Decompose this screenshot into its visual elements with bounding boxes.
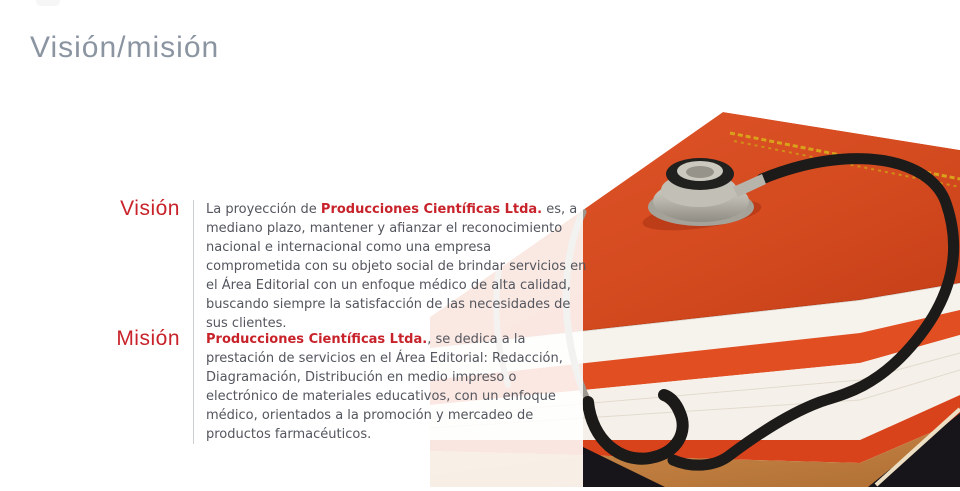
mision-text-body: , se dedica a la prestación de servicios en el Área Editorial: Redacción, Diagramación, Distribución en medio impreso o electrónico de materiales educativos, con un enfoque médico, orientados a la promoción y mercadeo de productos farmacéuticos. <box>206 332 563 442</box>
vision-section <box>115 197 588 333</box>
vision-text-body: es, a mediano plazo, mantener y afianzar el reconocimiento nacional e internacional como una empresa comprometida con su objeto social de brindar servicios en el Área Editorial con un enfoque médico de alta calidad, buscando siempre la satisfacción de las necesidades de sus clientes. <box>206 202 587 331</box>
company-name: Producciones Científicas Ltda. <box>206 332 428 347</box>
company-name: Producciones Científicas Ltda. <box>320 202 543 217</box>
vision-label: Visión <box>120 197 180 220</box>
logo-fragment <box>36 0 60 6</box>
mision-label: Misión <box>116 327 180 350</box>
mision-text <box>193 330 588 444</box>
vision-text-lead: La proyección de <box>206 202 321 217</box>
page-title: Visión/misión <box>30 31 220 65</box>
vision-text <box>193 200 588 333</box>
mision-section <box>115 327 588 444</box>
